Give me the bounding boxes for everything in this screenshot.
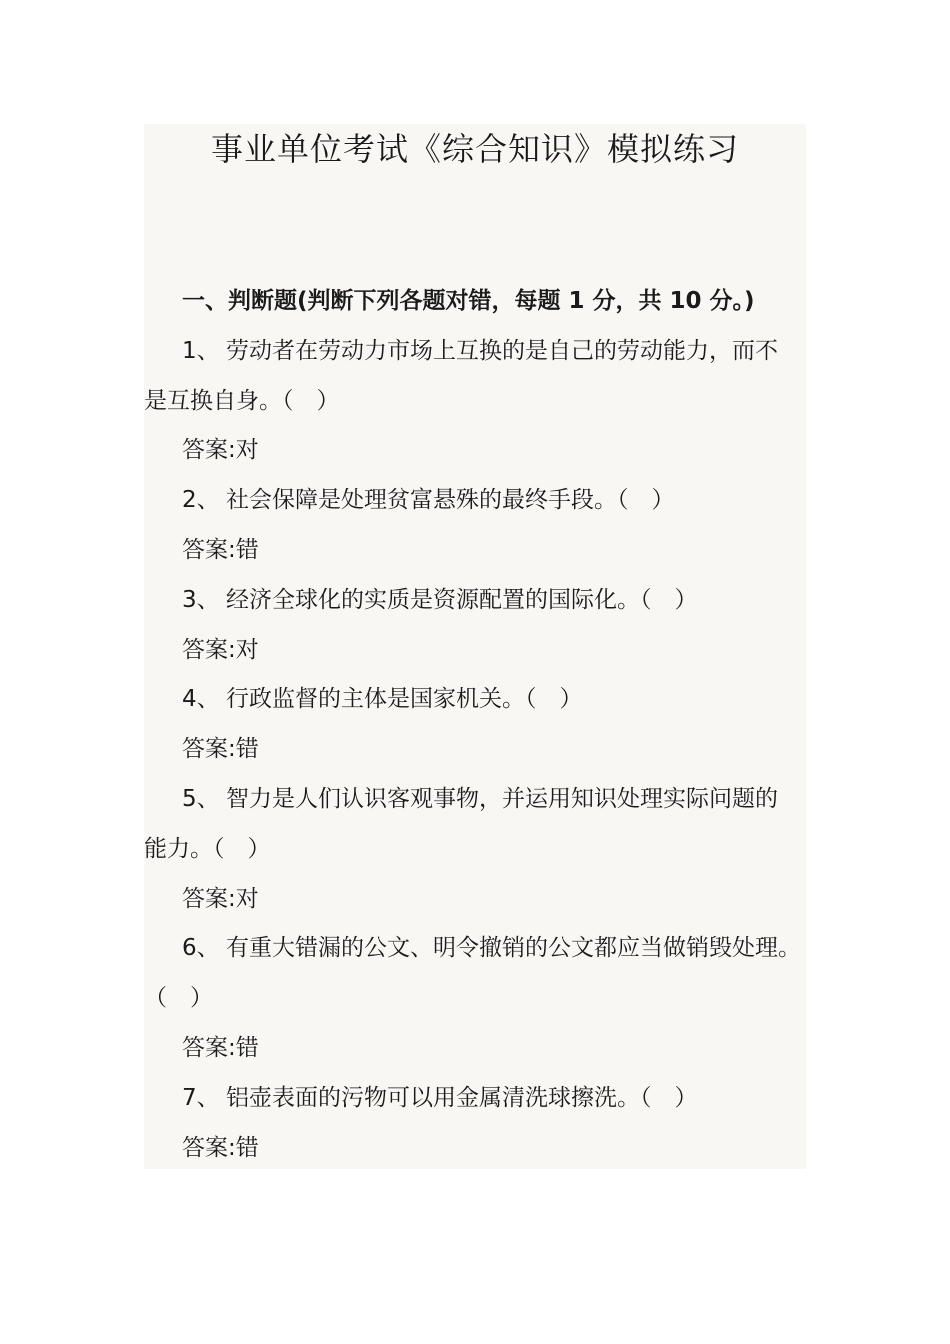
answer-6: 答案:错 <box>182 1034 259 1061</box>
question-6-continuation: （ ） <box>144 985 213 1012</box>
answer-3: 答案:对 <box>182 636 259 663</box>
answer-5: 答案:对 <box>182 885 259 912</box>
answer-7: 答案:错 <box>182 1134 259 1161</box>
question-list <box>144 277 820 1173</box>
document-title: 事业单位考试《综合知识》模拟练习 <box>210 130 739 168</box>
question-7 <box>144 1074 820 1124</box>
question-number: 7、 <box>182 1084 220 1111</box>
question-4 <box>144 675 820 725</box>
question-5-continuation: 能力。（ ） <box>144 835 271 862</box>
answer-2: 答案:错 <box>182 536 259 563</box>
question-text: 智力是人们认识客观事物，并运用知识处理实际问题的 <box>226 785 778 812</box>
question-number: 6、 <box>182 935 220 962</box>
question-1 <box>144 327 820 377</box>
question-number: 4、 <box>182 686 220 713</box>
question-1-continuation: 是互换自身。（ ） <box>144 387 340 414</box>
question-2 <box>144 476 820 526</box>
question-3 <box>144 576 820 626</box>
question-number: 5、 <box>182 785 220 812</box>
answer-1: 答案:对 <box>182 437 259 464</box>
section-heading: 一、判断题(判断下列各题对错，每题 1 分，共 10 分。) <box>182 288 755 314</box>
question-number: 3、 <box>182 586 220 613</box>
question-text: 劳动者在劳动力市场上互换的是自己的劳动能力，而不 <box>226 337 778 364</box>
question-text: 社会保障是处理贫富悬殊的最终手段。（ ） <box>226 487 675 514</box>
answer-4: 答案:错 <box>182 736 259 763</box>
question-text: 有重大错漏的公文、明令撤销的公文都应当做销毁处理。 <box>226 935 801 962</box>
document-page <box>144 124 806 1169</box>
question-5 <box>144 775 820 825</box>
question-text: 铝壶表面的污物可以用金属清洗球擦洗。（ ） <box>226 1084 698 1111</box>
question-number: 1、 <box>182 337 220 364</box>
question-number: 2、 <box>182 487 220 514</box>
question-text: 经济全球化的实质是资源配置的国际化。（ ） <box>226 586 698 613</box>
question-6 <box>144 924 820 974</box>
question-text: 行政监督的主体是国家机关。（ ） <box>226 686 583 713</box>
